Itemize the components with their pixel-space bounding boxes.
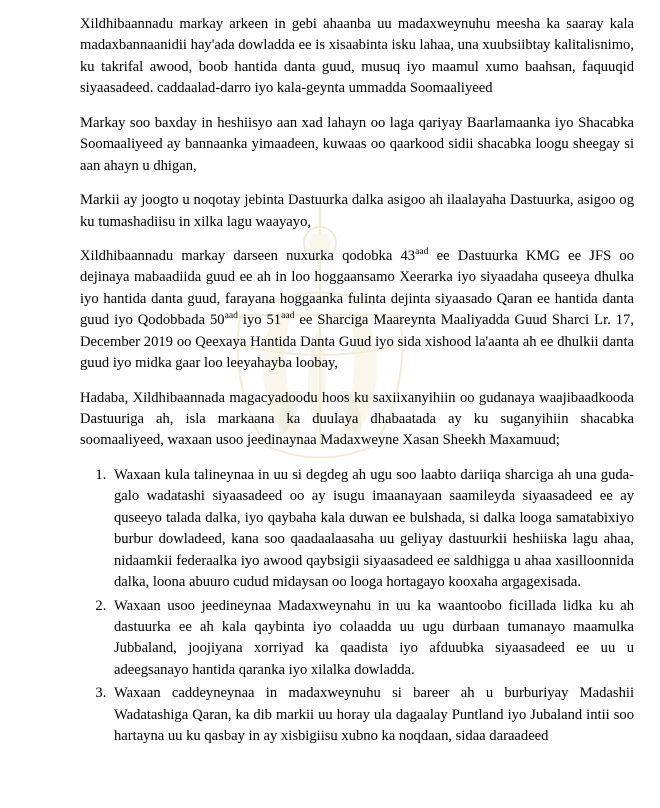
paragraph-2: Markay soo baxday in heshiisyo aan xad lahayn oo laga qariyay Baarlamaanka iyo Shacabka Soomaaliyeed ay bannaanka yimaadeen, kuwaas oo qaarkood sidii shacabka loogu sheegay si aan ahayn u dhigan,: [80, 114, 634, 174]
paragraph-4-part-c: iyo 51: [237, 312, 282, 329]
document-body: [80, 14, 634, 748]
paragraph-5: Hadaba, Xildhibaannada magacyadoodu hoos ku saxiixanyihiin oo gudanaya waajibaadkooda Dastuuriga ah, isla markaana ka duulaya dhabaatada ay ku suganyihiin shacabka soomaaliyeed, waxaan usoo jeedinaynaa Madaxweyne Xasan Sheekh Maxamuud;: [80, 389, 634, 449]
ordinal-suffix-2: aad: [224, 310, 238, 322]
paragraph-3: Markii ay joogto u noqotay jebinta Dastuurka dalka asigoo ah ilaalayaha Dastuurka, asigoo og ku tumashadiisu in xilka lagu waayayo,: [80, 192, 634, 230]
paragraph-4-part-d: ee Sharciga Maareynta Maaliyadda Guud Sharci Lr. 17, December 2019 oo Qeexaya Hantida Danta Guud iyo sida xishood la'aanta ah ee dhulkii danta guud iyo midka gaar loo leeyahayba loobay,: [80, 312, 634, 372]
paragraph-4: [80, 246, 634, 375]
list-item: 1. Waxaan kula talineynaa in uu si degdeg ah ugu soo laabto dariiqa sharciga ah una guda-galo wadatashi siyaasadeed oo ay isugu imaanayaan saamileyda siyaasadeed ee ay quseeyo talada dalka, iyo qaybaha kala duwan ee bulshada, si dalka looga samatabixiyo burbur dowladeed, kana soo qaadaalaasaha uu geliyay dastuurkii heshiiska lagu ahaa, nidaamkii federaalka iyo awood qaybsigii siyaasadeed ee saldhigga u ahaa xasilloonnida dalka, loona abuuro cudud midaysan oo looga hortagayo kooxaha argagexisada.: [110, 465, 634, 594]
paragraph-4-part-b: ee Dastuurka KMG ee JFS oo dejinaya mabaadiida guud ee ah in loo hoggaansamo Xeerarka iyo siyaadaha quseeya dhulka iyo hantida danta guud, farayana hoggaanka fulinta dejinta siyaasado Qaran ee hantida danta guud iyo Qodobbada 50: [80, 247, 634, 329]
ordinal-suffix-1: aad: [415, 246, 429, 258]
paragraph-4-part-a: Xildhibaannadu markay darseen nuxurka qodobka 43: [80, 247, 416, 264]
paragraph-1: Xildhibaannadu markay arkeen in gebi ahaanba uu madaxweynuhu meesha ka saaray kala madaxbannaanidii hay'ada dowladda ee is xisaabinta isku lahaa, una xuubsiibtay kalitalisnimo, ku takrifal awood, boob hantida danta guud, musuq iyo maamul xumo baahsan, faquuqid siyaasadeed. caddaalad-darro iyo kala-geynta ummadda Soomaaliyeed: [80, 16, 634, 97]
list-item: 2. Waxaan usoo jeedineynaa Madaxweynahu in uu ka waantoobo ficillada lidka ku ah dastuurka ee ah kala qaybinta iyo colaadda uu ugu durbaan tumanayo maamulka Jubbaland, joojiyana xorriyad ka qaadista iyo afduubka siyaasadeed ee uu u adeegsanayo hantida qaranka iyo xilalka dowladda.: [110, 596, 634, 682]
list-item: 3. Waxaan caddeyneynaa in madaxweynuhu si bareer ah u burburiyay Madashii Wadatashiga Qaran, ka dib markii uu horay ula dagaalay Puntland iyo Jubaland intii soo hartayna uu ku qasbay in ay xisbigiisu xubno ka noqdaan, sidaa daraadeed: [110, 683, 634, 747]
numbered-list: [80, 465, 634, 748]
ordinal-suffix-3: aad: [281, 310, 295, 322]
